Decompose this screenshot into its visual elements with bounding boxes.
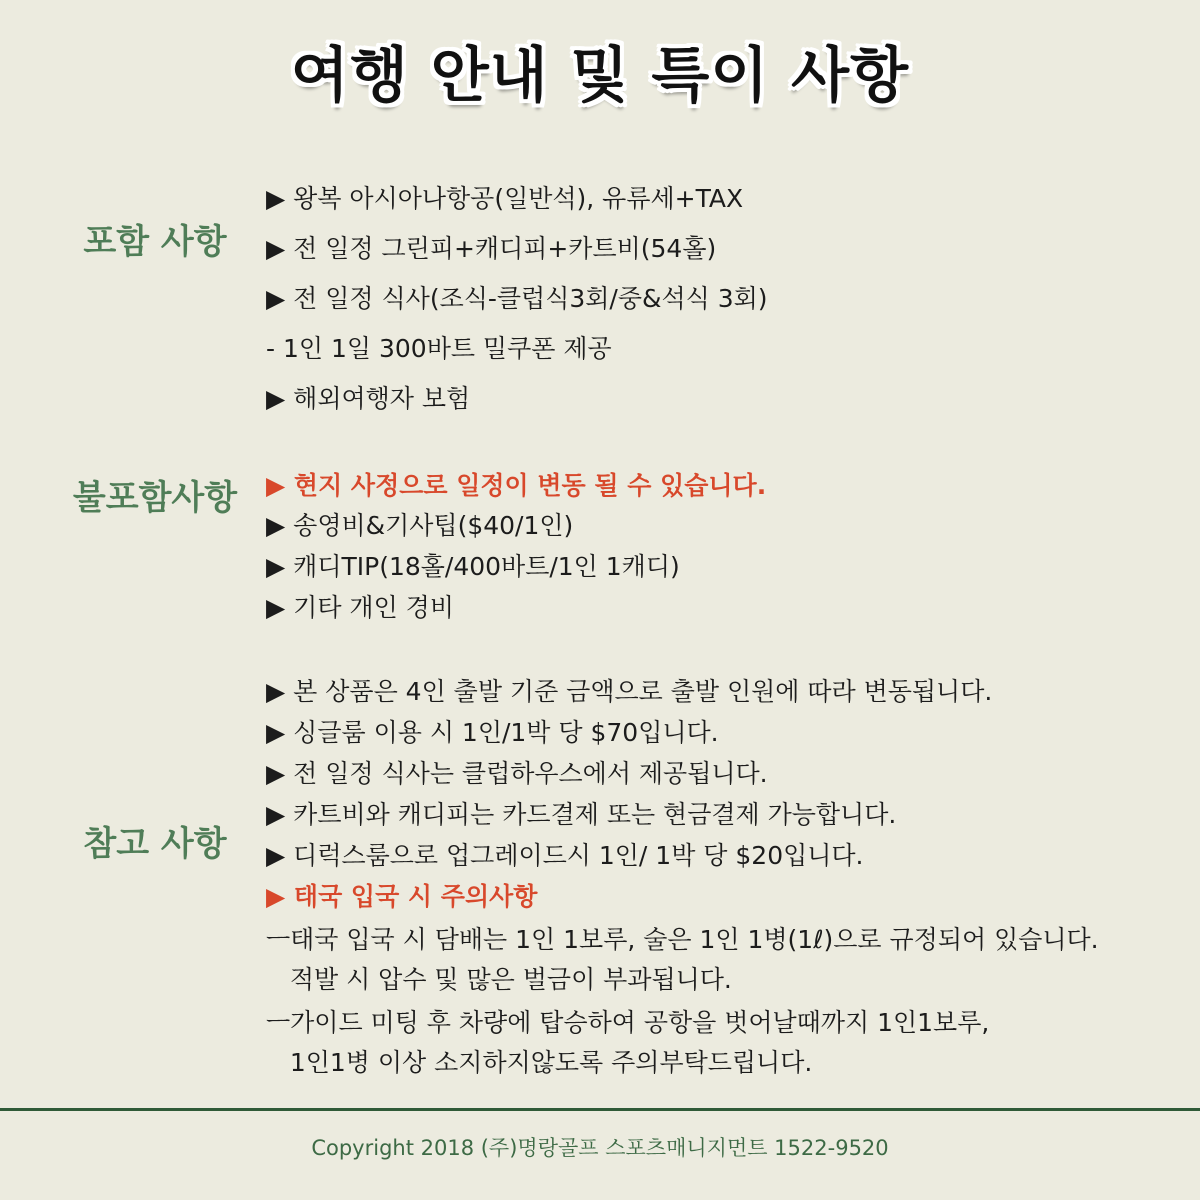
notes-item: ▶ 디럭스룸으로 업그레이드시 1인/ 1박 당 $20입니다. — [266, 841, 864, 870]
entry-warning-line: ㅡ가이드 미팅 후 차량에 탑승하여 공항을 벗어날때까지 1인1보루, — [266, 1008, 990, 1037]
included-item: ▶ 전 일정 그린피+캐디피+카트비(54홀) — [266, 234, 717, 263]
page-title: 여행 안내 및 특이 사항 — [290, 41, 910, 111]
excluded-label: 불포함사항 — [72, 478, 238, 518]
excluded-item: ▶ 송영비&기사팁($40/1인) — [266, 511, 574, 540]
entry-warning-line: ㅡ태국 입국 시 담배는 1인 1보루, 술은 1인 1병(1ℓ)으로 규정되어 있습니다. — [266, 925, 1099, 954]
included-item: - 1인 1일 300바트 밀쿠폰 제공 — [266, 334, 612, 363]
notes-label: 참고 사항 — [83, 824, 227, 864]
footer-divider — [0, 1108, 1200, 1111]
schedule-change-notice: ▶ 현지 사정으로 일정이 변동 될 수 있습니다. — [266, 471, 767, 500]
included-label: 포함 사항 — [83, 222, 227, 262]
notes-item: ▶ 전 일정 식사는 클럽하우스에서 제공됩니다. — [266, 759, 768, 788]
notes-item: ▶ 싱글룸 이용 시 1인/1박 당 $70입니다. — [266, 718, 719, 747]
excluded-item: ▶ 기타 개인 경비 — [266, 593, 454, 622]
copyright-footer: Copyright 2018 (주)명랑골프 스포츠매니지먼트 1522-9520 — [311, 1136, 889, 1160]
excluded-item: ▶ 캐디TIP(18홀/400바트/1인 1캐디) — [266, 552, 680, 581]
entry-warning-title: ▶ 태국 입국 시 주의사항 — [266, 882, 538, 911]
included-item: ▶ 해외여행자 보험 — [266, 384, 471, 413]
included-item: ▶ 전 일정 식사(조식-클럽식3회/중&석식 3회) — [266, 284, 768, 313]
entry-warning-line: 1인1병 이상 소지하지않도록 주의부탁드립니다. — [266, 1048, 813, 1077]
entry-warning-line: 적발 시 압수 및 많은 벌금이 부과됩니다. — [266, 965, 732, 994]
notes-item: ▶ 카트비와 캐디피는 카드결제 또는 현금결제 가능합니다. — [266, 800, 897, 829]
notes-item: ▶ 본 상품은 4인 출발 기준 금액으로 출발 인원에 따라 변동됩니다. — [266, 677, 993, 706]
included-item: ▶ 왕복 아시아나항공(일반석), 유류세+TAX — [266, 184, 744, 213]
